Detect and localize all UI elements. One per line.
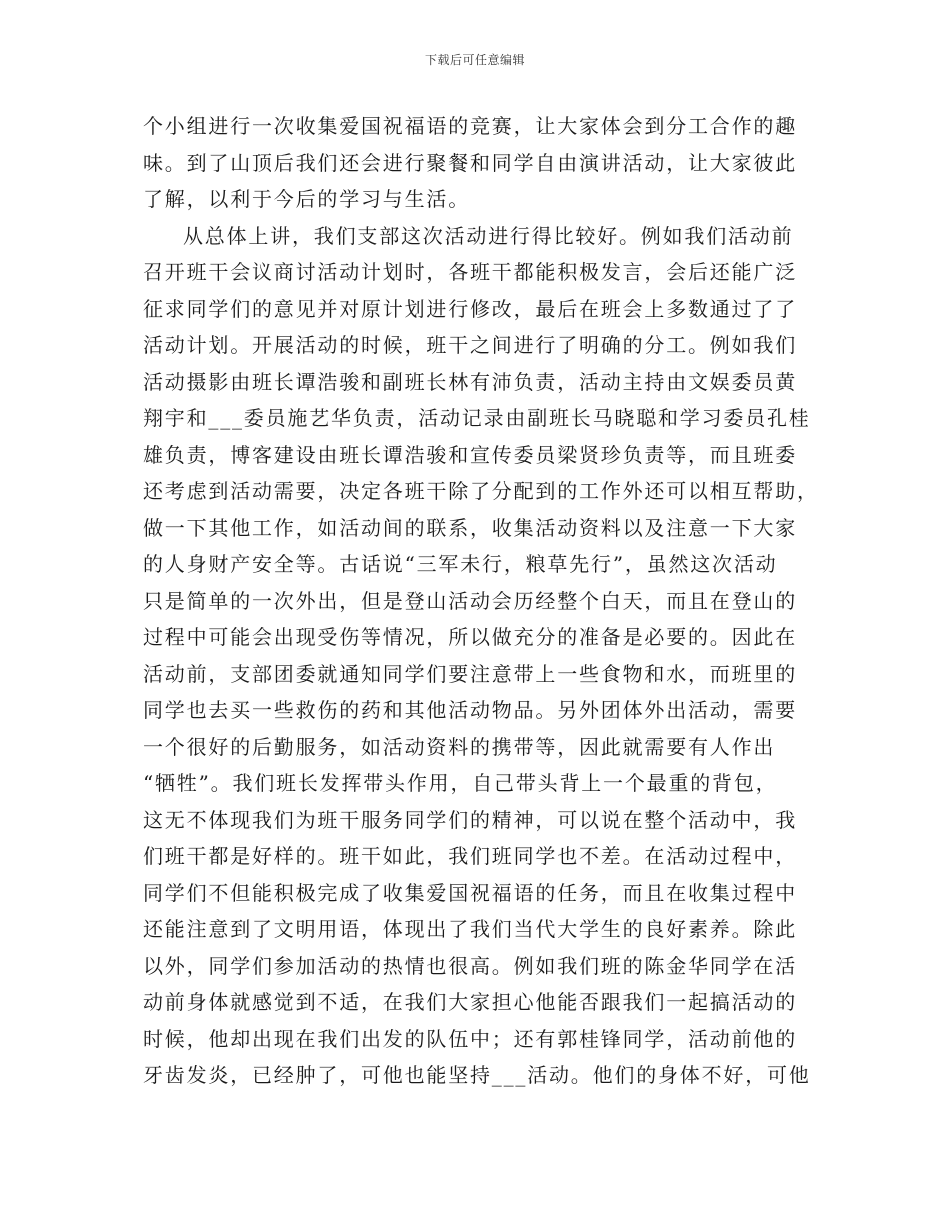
body-line: 个小组进行一次收集爱国祝福语的竞赛，让大家体会到分工合作的趣 [143, 114, 797, 138]
body-line: 活动前，支部团委就通知同学们要注意带上一些食物和水，而班里的 [143, 661, 797, 686]
body-line: 过程中可能会出现受伤等情况，所以做充分的准备是必要的。因此在 [143, 625, 797, 649]
body-line: 时候，他却出现在我们出发的队伍中；还有郭桂锋同学，活动前他的 [143, 1026, 797, 1051]
body-line: 只是简单的一次外出，但是登山活动会历经整个白天，而且在登山的 [143, 588, 797, 613]
body-line: 了解，以利于今后的学习与生活。 [143, 187, 470, 211]
body-line: 牙齿发炎，已经肿了，可他也能坚持___活动。他们的身体不好，可他 [143, 1063, 811, 1087]
body-line: 翔宇和___委员施艺华负责，活动记录由副班长马晓聪和学习委员孔桂 [143, 406, 811, 430]
body-line: 们班干都是好样的。班干如此，我们班同学也不差。在活动过程中， [143, 844, 797, 868]
body-line: 做一下其他工作，如活动间的联系，收集活动资料以及注意一下大家 [143, 515, 797, 540]
paragraph-start-line: 从总体上讲，我们支部这次活动进行得比较好。例如我们活动前 [183, 223, 794, 248]
body-line: 活动计划。开展活动的时候，班干之间进行了明确的分工。例如我们 [143, 333, 797, 357]
body-line: 还考虑到活动需要，决定各班干除了分配到的工作外还可以相互帮助， [143, 479, 819, 503]
body-line: “牺牲”。我们班长发挥带头作用，自己带头背上一个最重的背包， [143, 771, 778, 795]
body-line: 以外，同学们参加活动的热情也很高。例如我们班的陈金华同学在活 [143, 953, 797, 978]
body-line: 活动摄影由班长谭浩骏和副班长林有沛负责，活动主持由文娱委员黄 [143, 369, 797, 394]
body-line: 味。到了山顶后我们还会进行聚餐和同学自由演讲活动，让大家彼此 [143, 150, 797, 175]
body-line: 雄负责，博客建设由班长谭浩骏和宣传委员梁贤珍负责等，而且班委 [143, 442, 797, 467]
body-line: 这无不体现我们为班干服务同学们的精神，可以说在整个活动中，我 [143, 807, 797, 832]
body-line: 召开班干会议商讨活动计划时，各班干都能积极发言，会后还能广泛 [143, 260, 797, 284]
body-line: 还能注意到了文明用语，体现出了我们当代大学生的良好素养。除此 [143, 917, 797, 941]
body-line: 同学也去买一些救伤的药和其他活动物品。另外团体外出活动，需要 [143, 698, 797, 722]
page-header: 下载后可任意编辑 [424, 53, 525, 67]
body-line: 征求同学们的意见并对原计划进行修改，最后在班会上多数通过了了 [143, 296, 797, 321]
body-line: 同学们不但能积极完成了收集爱国祝福语的任务，而且在收集过程中 [143, 880, 797, 905]
body-line: 一个很好的后勤服务，如活动资料的携带等，因此就需要有人作出 [143, 734, 776, 759]
document-body [143, 108, 819, 1094]
body-line: 的人身财产安全等。古话说“三军未行，粮草先行”，虽然这次活动 [143, 552, 778, 576]
body-line: 动前身体就感觉到不适，在我们大家担心他能否跟我们一起搞活动的 [143, 990, 797, 1014]
